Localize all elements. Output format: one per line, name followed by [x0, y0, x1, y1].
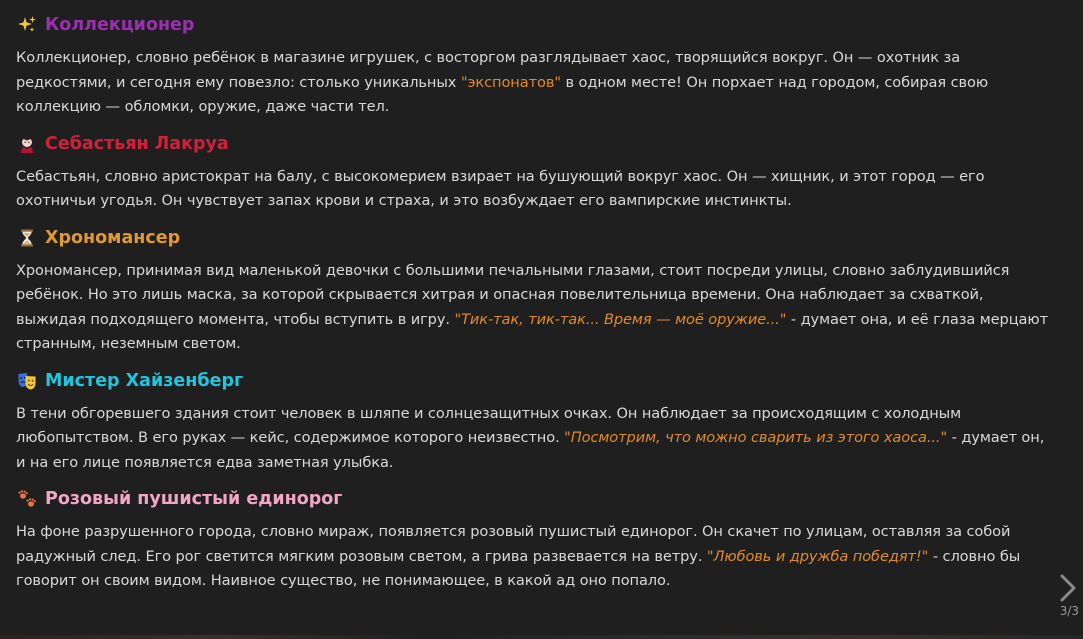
section-paragraph-chronomancer: [16, 259, 1056, 357]
section-title: Себастьян Лакруа: [45, 133, 229, 154]
paragraph-text: - думает она, и её глаза мерцают странным, неземным светом.: [16, 310, 1048, 352]
section-heading-unicorn: [16, 484, 1056, 514]
bottom-strip: [0, 635, 1083, 639]
section-paragraph-heisenberg: [16, 402, 1056, 476]
paragraph-text: В тени обгоревшего здания стоит человек в шляпе и солнцезащитных очках. Он наблюдает за происходящим с холодным любопытством. В его руках — кейс, содержимое которого неизвестно.: [16, 404, 962, 446]
paragraph-text: - думает он, и на его лице появляется едва заметная улыбка.: [16, 429, 1045, 471]
quote-text: "Любовь и дружба победят!": [706, 547, 929, 565]
highlighted-word: "экспонатов": [460, 73, 561, 91]
paragraph-text: Коллекционер, словно ребёнок в магазине игрушек, с восторгом разглядывает хаос, творящийся вокруг. Он — охотник за редкостями, и сегодня ему повезло: столько уникальных: [16, 49, 961, 91]
theater-masks-icon: [16, 370, 38, 392]
quote-text: "Посмотрим, что можно сварить из этого хаоса...": [564, 429, 948, 446]
paw-prints-icon: [16, 488, 38, 510]
next-swipe-button[interactable]: [1059, 574, 1077, 602]
message-content: [16, 10, 1056, 603]
paragraph-text: - словно бы говорит он своим видом. Наивное существо, не понимающее, в какой ад оно попало.: [16, 547, 1021, 589]
section-title: Розовый пушистый единорог: [45, 489, 343, 509]
hourglass-icon: [16, 227, 38, 249]
section-title: Мистер Хайзенберг: [45, 370, 244, 391]
section-title: Хрономансер: [45, 227, 181, 248]
section-title: Коллекционер: [45, 15, 195, 35]
section-paragraph-unicorn: [16, 520, 1056, 594]
paragraph-text: На фоне разрушенного города, словно мираж, появляется розовый пушистый единорог. Он скачет по улицам, оставляя за собой радужный след. Его рог светится мягким розовым светом, а грива развевается на ветру.: [16, 523, 1011, 565]
vampire-icon: [16, 133, 38, 155]
chevron-right-icon: [1059, 574, 1077, 602]
section-heading-collector: [16, 10, 1056, 40]
sparkles-icon: [16, 14, 38, 36]
paragraph-text: Себастьян, словно аристократ на балу, с высокомерием взирает на бушующий вокруг хаос. Он — хищник, и этот город — его охотничьи угодья. Он чувствует запах крови и страха, и это возбуждает его вампирские инстинкты.: [16, 167, 985, 209]
section-paragraph-collector: [16, 46, 1056, 120]
swipe-counter: 3/3: [1059, 604, 1079, 618]
section-heading-sebastian: [16, 129, 1056, 159]
paragraph-text: в одном месте! Он порхает над городом, собирая свою коллекцию — обломки, оружие, даже части тел.: [16, 73, 989, 115]
section-paragraph-sebastian: [16, 165, 1056, 214]
section-heading-heisenberg: [16, 366, 1056, 396]
quote-text: "Тик-так, тик-так... Время — моё оружие...": [454, 310, 787, 328]
paragraph-text: Хрономансер, принимая вид маленькой девочки с большими печальными глазами, стоит посреди улицы, словно заблудившийся ребёнок. Но это лишь маска, за которой скрывается хитрая и опасная повелительница времени. Она наблюдает за схваткой, выжидая подходящего момента, чтобы вступить в игру.: [16, 261, 1010, 328]
section-heading-chronomancer: [16, 223, 1056, 253]
